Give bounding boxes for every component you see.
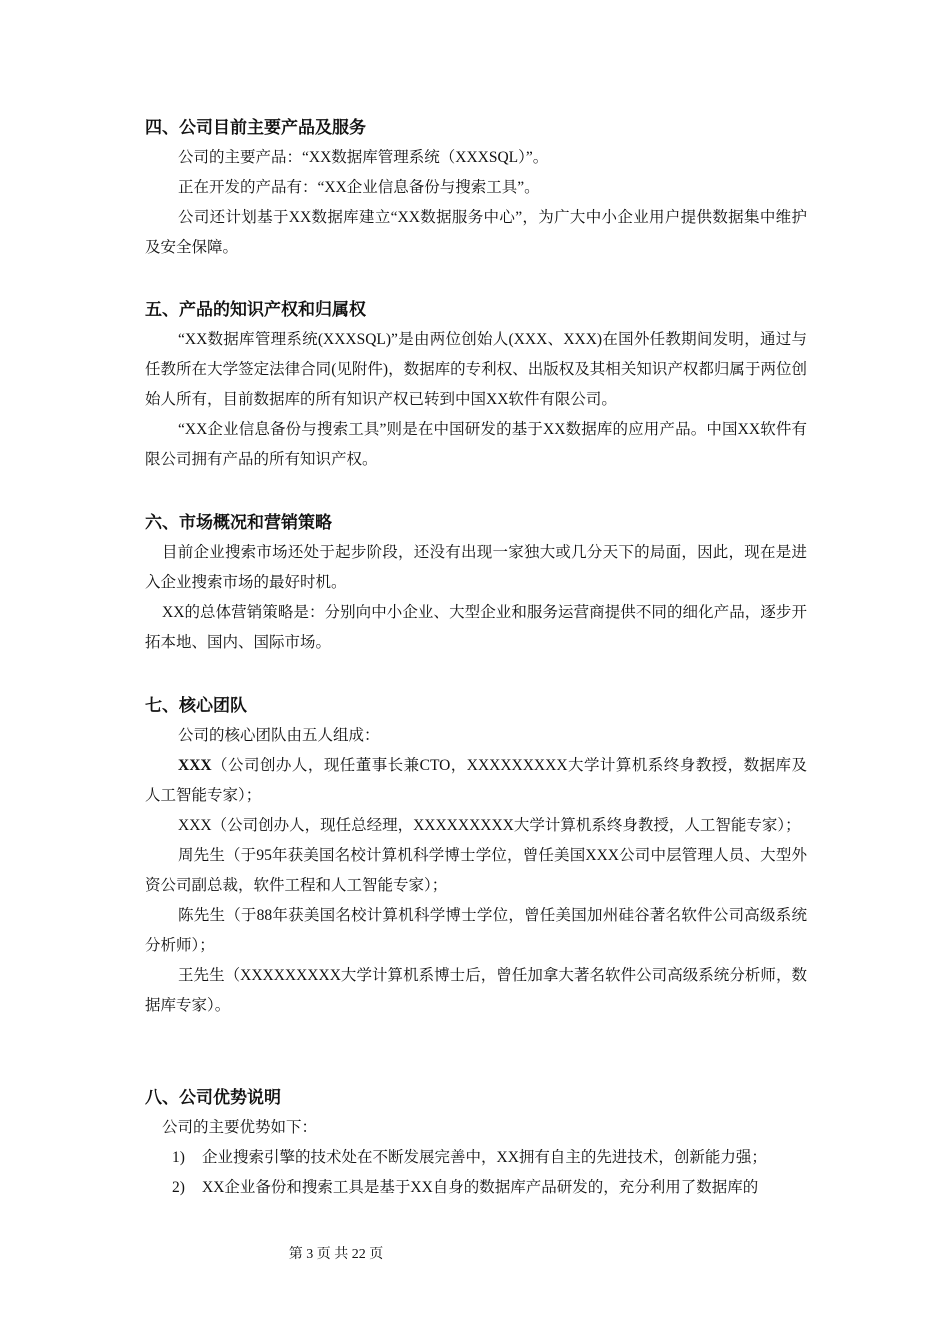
section-products (145, 113, 807, 263)
paragraph: “XX企业信息备份与搜索工具”则是在中国研发的基于XX数据库的应用产品。中国XX软件有限公司拥有产品的所有知识产权。 (145, 421, 807, 468)
member-desc: （XXXXXXXXX大学计算机系博士后，曾任加拿大著名软件公司高级系统分析师，数据库专家）。 (145, 967, 807, 1014)
section-heading: 六、市场概况和营销策略 (145, 513, 332, 533)
section-team (145, 691, 807, 1021)
team-member (145, 811, 807, 841)
section-heading: 四、公司目前主要产品及服务 (145, 118, 366, 138)
section-heading: 五、产品的知识产权和归属权 (145, 300, 366, 320)
paragraph: 公司的核心团队由五人组成： (178, 727, 380, 744)
section-heading: 八、公司优势说明 (145, 1088, 281, 1108)
member-name: XXX (178, 757, 212, 774)
member-name: 周先生 (178, 847, 226, 864)
section-advantages (145, 1083, 807, 1203)
member-name: 王先生 (178, 967, 225, 984)
list-text: XX企业备份和搜索工具是基于XX自身的数据库产品研发的，充分利用了数据库的 (202, 1179, 759, 1196)
list-text: 企业搜索引擎的技术处在不断发展完善中，XX拥有自主的先进技术，创新能力强； (202, 1149, 767, 1166)
member-name: XXX (178, 817, 212, 834)
section-ip (145, 295, 807, 475)
member-desc: （公司创办人，现任董事长兼CTO，XXXXXXXXX大学计算机系终身教授，数据库及人工智能专家）； (145, 757, 807, 804)
paragraph: XX的总体营销策略是：分别向中小企业、大型企业和服务运营商提供不同的细化产品，逐步开拓本地、国内、国际市场。 (145, 604, 807, 651)
list-item (145, 1143, 807, 1173)
team-member (145, 841, 807, 901)
member-desc: （于95年获美国名校计算机科学博士学位，曾任美国XXX公司中层管理人员、大型外资公司副总裁，软件工程和人工智能专家）； (145, 847, 807, 894)
paragraph: 公司的主要产品：“XX数据库管理系统（XXXSQL）”。 (178, 149, 549, 166)
paragraph: “XX数据库管理系统(XXXSQL)”是由两位创始人(XXX、XXX)在国外任教期间发明，通过与任教所在大学签定法律合同(见附件)，数据库的专利权、出版权及其相关知识产权都归属于两位创始人所有，目前数据库的所有知识产权已转到中国XX软件有限公司。 (145, 331, 807, 408)
member-desc: （于88年获美国名校计算机科学博士学位，曾任美国加州硅谷著名软件公司高级系统分析师）； (145, 907, 807, 954)
section-market (145, 508, 807, 658)
member-name: 陈先生 (178, 907, 226, 924)
list-number: 2) (172, 1179, 185, 1196)
list-item (145, 1173, 807, 1203)
paragraph: 正在开发的产品有：“XX企业信息备份与搜索工具”。 (178, 179, 540, 196)
page-footer: 第 3 页 共 22 页 (288, 1247, 384, 1262)
paragraph: 公司的主要优势如下： (162, 1119, 318, 1136)
list-number: 1) (172, 1149, 185, 1166)
team-member (145, 751, 807, 811)
member-desc: （公司创办人，现任总经理，XXXXXXXXX大学计算机系终身教授，人工智能专家）； (211, 817, 801, 834)
team-member (145, 901, 807, 961)
team-member (145, 961, 807, 1021)
paragraph: 公司还计划基于XX数据库建立“XX数据服务中心”，为广大中小企业用户提供数据集中维护及安全保障。 (145, 209, 807, 256)
paragraph: 目前企业搜索市场还处于起步阶段，还没有出现一家独大或几分天下的局面，因此，现在是进入企业搜索市场的最好时机。 (145, 544, 807, 591)
section-heading: 七、核心团队 (145, 696, 247, 716)
